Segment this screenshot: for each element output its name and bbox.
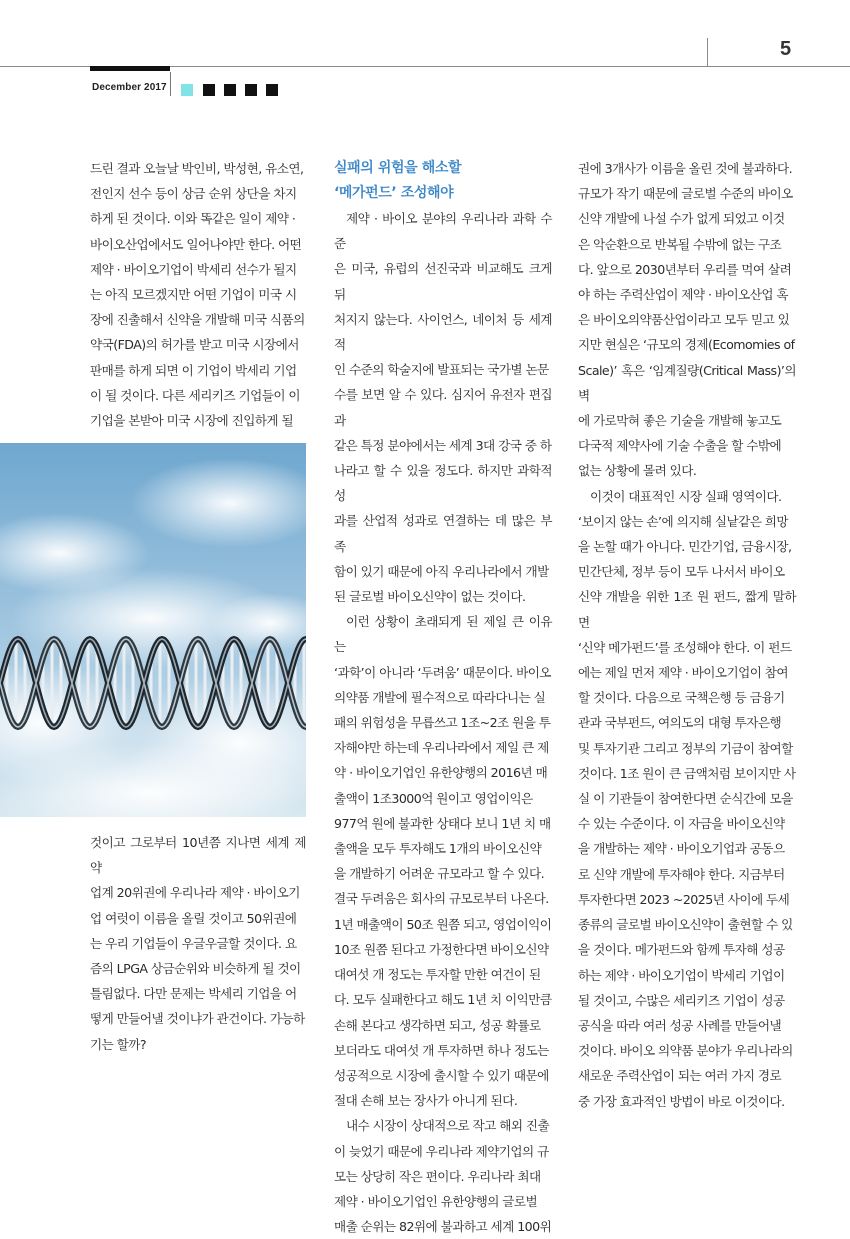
col3-line: ‘신약 메가펀드’를 조성해야 한다. 이 펀드 <box>578 639 792 655</box>
col1-top-line: 이 될 것이다. 다른 세리키즈 기업들이 이 <box>90 387 301 403</box>
col2-line: 결국 두려움은 회사의 규모로부터 나온다. <box>334 891 549 907</box>
col1-top-line: 드린 결과 오늘날 박인비, 박성현, 유소연, <box>90 161 304 176</box>
issue-date: December 2017 <box>92 82 167 93</box>
col1-bottom-line: 것이고 그로부터 10년쯤 지나면 세계 제약 <box>90 835 306 876</box>
black-square-icon <box>224 84 236 96</box>
col2-line: 매출 순위는 82위에 불과하고 세계 100위 <box>334 1219 552 1235</box>
col2-line: 과를 산업적 성과로 연결하는 데 많은 부족 <box>334 513 552 554</box>
col2-line: 모는 상당히 작은 편이다. 우리나라 최대 <box>334 1168 541 1184</box>
col3-line: 은 악순환으로 반복될 수밖에 없는 구조 <box>578 236 782 252</box>
col3-line: 공식을 따라 여러 성공 사례를 만들어낼 <box>578 1017 782 1033</box>
section-heading: ‘메가펀드’ 조성해야 <box>334 185 454 201</box>
col2-line: 대여섯 개 정도는 투자할 만한 여건이 된 <box>334 967 541 983</box>
col1-top-line: 장에 진출해서 신약을 개발해 미국 식품의 <box>90 312 305 328</box>
col3-line: 은 바이오의약품산업이라고 모두 믿고 있 <box>578 312 790 328</box>
col3-line: 다국적 제약사에 기술 수출을 할 수밖에 <box>578 438 782 454</box>
col3-line: 및 투자기관 그리고 정부의 기금이 참여할 <box>578 740 793 756</box>
col1-bottom-line: 업계 20위권에 우리나라 제약 · 바이오기 <box>90 885 300 901</box>
col2-line: 은 미국, 유럽의 선진국과 비교해도 크게 뒤 <box>334 261 552 302</box>
col3-line: 신약 개발을 위한 1조 원 펀드, 짧게 말하면 <box>578 589 796 630</box>
header-accent-bar <box>90 66 170 71</box>
col3-line: 없는 상황에 몰려 있다. <box>578 463 697 479</box>
col3-line: 에 가로막혀 좋은 기술을 개발해 놓고도 <box>578 413 782 429</box>
col3-line: 실 이 기관들이 참여한다면 순식간에 모을 <box>578 791 793 807</box>
col2-line: 함이 있기 때문에 아직 우리나라에서 개발 <box>334 563 549 579</box>
col2-line: 다. 모두 실패한다고 해도 1년 치 이익만큼 <box>334 992 552 1008</box>
col2-line: 출액을 모두 투자해도 1개의 바이오신약 <box>334 841 542 857</box>
col1-bottom-line: 는 우리 기업들이 우글우글할 것이다. 요 <box>90 935 297 951</box>
col3-line: 로 신약 개발에 투자해야 한다. 지금부터 <box>578 866 785 882</box>
col1-top-line: 전인지 선수 등이 상금 순위 상단을 차지 <box>90 186 297 202</box>
col3-line: 권에 3개사가 이름을 올린 것에 불과하다. <box>578 161 793 176</box>
col2-line: 약 · 바이오기업인 유한양행의 2016년 매 <box>334 765 548 781</box>
col3-line: 지만 현실은 ‘규모의 경제(Ecomomies of <box>578 337 795 353</box>
col2-line: 절대 손해 보는 장사가 아니게 된다. <box>334 1093 518 1109</box>
col1-bottom-line: 틀림없다. 다만 문제는 박세리 기업을 어 <box>90 986 297 1002</box>
col3-line: 하는 제약 · 바이오기업이 박세리 기업이 <box>578 967 785 983</box>
col3-line: 될 것이고, 수많은 세리키즈 기업이 성공 <box>578 992 785 1008</box>
col2-line: 제약 · 바이오 분야의 우리나라 과학 수준 <box>334 211 552 252</box>
col2-line: 인 수준의 학술지에 발표되는 국가별 논문 <box>334 362 549 378</box>
col3-line: 다. 앞으로 2030년부터 우리를 먹여 살려 <box>578 261 792 277</box>
col2-line: 된 글로벌 바이오신약이 없는 것이다. <box>334 589 526 605</box>
column-2 <box>334 156 552 1239</box>
col2-line: 처지지 않는다. 사이언스, 네이처 등 세계적 <box>334 311 552 353</box>
col1-bottom-line: 즘의 LPGA 상금순위와 비슷하게 될 것이 <box>90 961 301 977</box>
col2-line: 내수 시장이 상대적으로 작고 해외 진출 <box>346 1118 550 1134</box>
col2-line: 나라고 할 수 있을 정도다. 하지만 과학적 성 <box>334 463 552 504</box>
col2-line: 자해야만 하는데 우리나라에서 제일 큰 제 <box>334 740 549 756</box>
col1-top-line: 판매를 하게 되면 이 기업이 박세리 기업 <box>90 362 297 378</box>
page-number-divider <box>707 38 708 66</box>
col2-line: 수를 보면 알 수 있다. 심지어 유전자 편집과 <box>334 387 552 428</box>
col2-line: 성공적으로 시장에 출시할 수 있기 때문에 <box>334 1067 549 1083</box>
cyan-square-icon <box>181 84 193 96</box>
col3-line: 투자한다면 2023 ~2025년 사이에 두세 <box>578 891 790 907</box>
page-number: 5 <box>780 38 792 60</box>
col3-line: 이것이 대표적인 시장 실패 영역이다. <box>590 488 782 504</box>
col3-line: 것이다. 바이오 의약품 분야가 우리나라의 <box>578 1043 793 1059</box>
column-1-bottom <box>90 830 306 1057</box>
col1-top-line: 바이오산업에서도 일어나야만 한다. 어떤 <box>90 236 302 252</box>
black-square-icon <box>245 84 257 96</box>
col1-top-line: 기업을 본받아 미국 시장에 진입하게 될 <box>90 413 294 429</box>
col2-line: 이 늦었기 때문에 우리나라 제약기업의 규 <box>334 1143 549 1159</box>
column-1-top <box>90 156 306 433</box>
column-3 <box>578 156 796 1114</box>
col1-top-line: 는 아직 모르겠지만 어떤 기업이 미국 시 <box>90 287 297 303</box>
col1-top-line: 약국(FDA)의 허가를 받고 미국 시장에서 <box>90 337 299 353</box>
col2-line: 10조 원쯤 된다고 가정한다면 바이오신약 <box>334 941 549 957</box>
section-heading: 실패의 위험을 해소할 <box>334 160 462 176</box>
dna-helix-sky-image <box>0 443 306 817</box>
col3-line: 야 하는 주력산업이 제약 · 바이오산업 혹 <box>578 287 789 303</box>
col2-line: 이런 상황이 초래되게 된 제일 큰 이유는 <box>334 614 552 655</box>
col1-bottom-line: 떻게 만들어낼 것이냐가 관건이다. 가능하 <box>90 1011 305 1027</box>
date-divider <box>170 72 171 96</box>
black-square-icon <box>266 84 278 96</box>
col3-line: 것이다. 1조 원이 큰 금액처럼 보이지만 사 <box>578 765 796 781</box>
col3-line: 할 것이다. 다음으로 국책은행 등 금융기 <box>578 690 785 706</box>
col1-bottom-line: 업 여럿이 이름을 올릴 것이고 50위권에 <box>90 910 297 926</box>
col3-line: 을 개발하는 제약 · 바이오기업과 공동으 <box>578 841 785 857</box>
col3-line: 새로운 주력산업이 되는 여러 가지 경로 <box>578 1068 782 1084</box>
col2-line: 출액이 1조3000억 원이고 영업이익은 <box>334 790 533 806</box>
col2-line: 을 개발하기 어려운 규모라고 할 수 있다. <box>334 866 545 882</box>
col3-line: 수 있는 수준이다. 이 자금을 바이오신약 <box>578 816 785 832</box>
col3-line: 중 가장 효과적인 방법이 바로 이것이다. <box>578 1093 785 1109</box>
col1-top-line: 하게 된 것이다. 이와 똑같은 일이 제약 · <box>90 211 296 227</box>
col2-line: 손해 본다고 생각하면 되고, 성공 확률로 <box>334 1017 541 1033</box>
col1-bottom-line: 기는 할까? <box>90 1036 147 1052</box>
col3-line: 규모가 작기 때문에 글로벌 수준의 바이오 <box>578 186 793 202</box>
col3-line: 종류의 글로벌 바이오신약이 출현할 수 있 <box>578 917 793 933</box>
col2-line: 1년 매출액이 50조 원쯤 되고, 영업이익이 <box>334 916 552 932</box>
col2-line: ‘과학’이 아니라 ‘두려움’ 때문이다. 바이오 <box>334 664 551 680</box>
col3-line: ‘보이지 않는 손’에 의지해 실낱같은 희망 <box>578 513 789 529</box>
col2-line: 패의 위험성을 무릅쓰고 1조~2조 원을 투 <box>334 715 551 731</box>
col2-line: 같은 특정 분야에서는 세계 3대 강국 중 하 <box>334 437 552 453</box>
col2-line: 의약품 개발에 필수적으로 따라다니는 실 <box>334 689 546 705</box>
col3-line: 민간단체, 정부 등이 모두 나서서 바이오 <box>578 564 785 580</box>
col3-line: 신약 개발에 나설 수가 없게 되었고 이것 <box>578 211 785 227</box>
col1-top-line: 제약 · 바이오기업이 박세리 선수가 될지 <box>90 261 297 277</box>
col3-line: Scale)’ 혹은 ‘임계질량(Critical Mass)’의 벽 <box>578 362 796 403</box>
col2-line: 977억 원에 불과한 상태다 보니 1년 치 매 <box>334 815 551 831</box>
col3-line: 을 것이다. 메가펀드와 함께 투자해 성공 <box>578 942 785 958</box>
black-square-icon <box>203 84 215 96</box>
col2-line: 보더라도 대여섯 개 투자하면 하나 정도는 <box>334 1042 549 1058</box>
col2-line: 제약 · 바이오기업인 유한양행의 글로벌 <box>334 1193 538 1209</box>
col3-line: 을 논할 때가 아니다. 민간기업, 금융시장, <box>578 539 792 555</box>
col3-line: 관과 국부펀드, 여의도의 대형 투자은행 <box>578 715 782 731</box>
col3-line: 에는 제일 먼저 제약 · 바이오기업이 참여 <box>578 665 789 681</box>
